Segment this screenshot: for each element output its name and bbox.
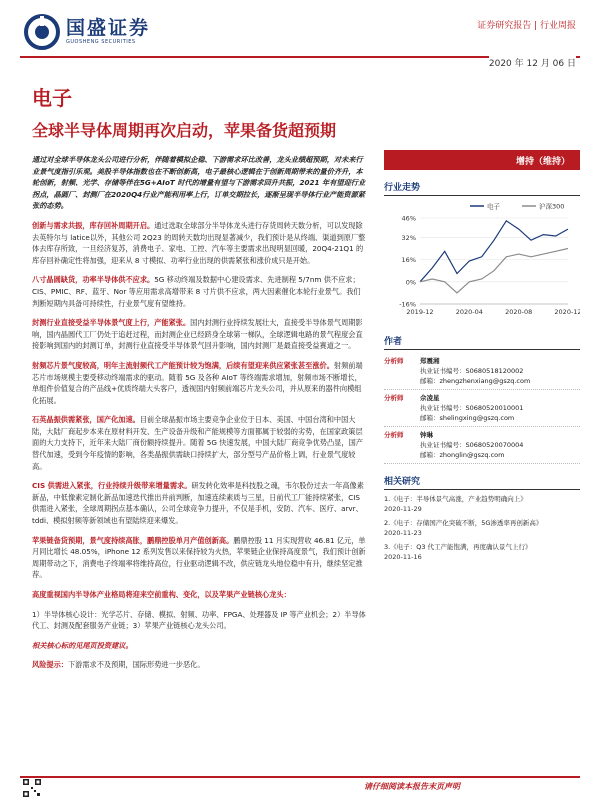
related-targets-note: 相关核心标的见尾页投资建议。 — [32, 640, 133, 650]
paragraph-head: 高度重视国内半导体产业格局将迎来空前重构、变化，以及苹果产业链核心龙头： — [32, 590, 291, 599]
paragraph-head: 封测行业直接受益半导体景气度上行，产能紧张。 — [32, 318, 191, 328]
paragraph-body: 研发转化效率是科技股之魂，韦尔股份过去一年高像素新品，中低像素定制化新品加速迭代推出并前判断，加速连续素质与三星，日前代工厂能持续紧张，CIS 供需进入紧张，全球周期拐点基本确认，公司全球竞争力提升，不仅是手机，安防、汽车、医疗、arvr、tddi、模拟射频等新领域也有望陆续迎来爆发。 — [32, 481, 364, 526]
logo-cn-text: 国盛证券 — [66, 17, 151, 39]
y-tick-label: 32% — [401, 233, 416, 242]
report-title: 全球半导体周期再次启动，苹果备货超预期 — [32, 121, 337, 140]
related-item[interactable] — [384, 518, 580, 538]
rating-badge: 增持（维持） — [384, 150, 580, 170]
analyst-email[interactable]: 邮箱：zhonglin@gszq.com — [420, 451, 505, 459]
logo-en-text: GUOSHENG SECURITIES — [66, 39, 136, 45]
risk-body: 下游需求不及预期，国际形势进一步恶化。 — [67, 660, 205, 670]
section-title: 作者 — [384, 337, 403, 347]
page-header — [20, 12, 580, 69]
y-tick-label: -16% — [399, 300, 416, 309]
analyst-cert: 执业证书编号：S0680520010001 — [420, 404, 524, 412]
report-type: 证券研究报告 | 行业周报 — [477, 21, 576, 31]
report-summary — [32, 154, 366, 679]
analyst-name: 佘凌星 — [420, 394, 440, 402]
lead-paragraph: 通过对全球半导体龙头公司进行分析，伴随着模拟企稳、下游需求环比改善，龙头业绩超预期，对未来行业景气度指引乐观。美股半导体指数也在不断创新高，电子最核心逻辑在于创新周期带来的量价齐升，本轮创新，射频、光学、存储等伴在5G+AIoT 时代的增量有望与下游需求回升共振，2021 年有望迎行业拐点，晶圆厂、封测厂在2020Q4行业产能利用率上行，订单交期拉长，逐渐呈现半导体行业产能资源紧张的态势。 — [32, 155, 366, 211]
paragraph-head: 八寸晶圆缺货，功率半导体供不应求。 — [32, 275, 155, 285]
legend-label: 沪深300 — [539, 202, 565, 211]
section-header-author — [384, 334, 580, 350]
report-date: 2020 年 12 月 06 日 — [489, 56, 576, 69]
related-item-date: 2020-11-16 — [384, 553, 422, 561]
y-tick-label: 16% — [401, 256, 416, 265]
footer-disclaimer: 请仔细阅读本报告末页声明 — [364, 782, 460, 791]
section-title: 行业走势 — [384, 183, 421, 193]
analyst-role: 分析师 — [384, 357, 404, 365]
x-tick-label: 2020-04 — [455, 308, 483, 316]
related-research-list — [384, 494, 580, 562]
guosheng-logo-icon — [24, 14, 60, 50]
brand-logo — [24, 14, 150, 50]
paragraph — [32, 274, 366, 309]
section-header-related — [384, 474, 580, 490]
analyst-cert: 执业证书编号：S0680518120002 — [420, 367, 524, 375]
y-tick-label: 46% — [401, 214, 416, 223]
paragraph-body: 国内封测行业持续发展壮大，直接受半导体景气周期影响，国内晶圆代工厂仍处于追赶过程，而封测企业已经跻身全球第一梯队，全球逻辑电路的景气程度会直接影响到国内的封测订单，封测行业直接受半导体景气回升影响，国内封测厂是最直接受益赛道之一。 — [32, 318, 363, 351]
paragraph-head: 创新与需求共振，库存回补周期开启。 — [32, 220, 155, 230]
paragraph — [32, 589, 366, 601]
series-line-electronics — [420, 221, 568, 282]
paragraph-head: 射频芯片景气度较高，明年主流射频代工产能预计较为饱满，后续有望迎来供应紧张甚至涨价。 — [32, 360, 334, 370]
paragraph-body: 5G 移动终端及数据中心建设需求、先进制程 5/7nm 供不应求；CIS、PMIC、RF、蓝牙、Nor 等应用需求高增带来 8 寸片供不应求，两大因素催化本轮行业景气。我们判断短期内具备可持续性，行业景气度有望维持。 — [32, 275, 361, 308]
analyst-entry — [384, 430, 580, 464]
x-tick-label: 2020-08 — [505, 308, 533, 316]
page-footer — [20, 776, 580, 790]
related-item[interactable] — [384, 494, 580, 514]
focus-list: 1）半导体核心设计：光学芯片、存储、模拟、射频、功率、FPGA、处理器及 IP 等产业机会；2）半导体代工、封测及配套服务产业链；3）苹果产业链核心龙头公司。 — [32, 609, 366, 631]
industry-label: 电子 — [32, 86, 72, 110]
paragraph — [32, 360, 366, 406]
risk-head: 风险提示： — [32, 660, 68, 670]
analyst-role: 分析师 — [384, 394, 404, 402]
section-header-trend — [384, 180, 580, 196]
paragraph — [32, 480, 366, 526]
paragraph-head: CIS 供需进入紧张，行业持续升级带来增量需求。 — [32, 481, 192, 491]
industry-trend-chart — [384, 196, 580, 324]
related-item-date: 2020-11-29 — [384, 505, 422, 513]
legend-label: 电子 — [487, 202, 500, 211]
related-item[interactable] — [384, 542, 580, 562]
related-item-title[interactable]: 2.《电子：存储国产化突破不断，5G渗透率再创新高》 — [384, 519, 543, 527]
paragraph-body: 目前全球晶振市场主要竞争企业位于日本、美国、中国台湾和中国大陆，大陆厂商起步本来在原材料开发、生产设备升级和产能规模等方面都属于较弱的劣势，在国家政策层面的大力支持下，近年来大陆厂商份额持续提升。随着 5G 快速发展，中国大陆厂商竞争优势凸显，国产替代加速，受到今年疫情的影响，各类晶振供需缺口持续扩大，部分型号产品价格上调，行业景气度较高。 — [32, 415, 363, 471]
paragraph-body: 鹏鼎控股 11 月实现营收 46.81 亿元，单月同比增长 48.05%，iPhone 12 系列发售以来保持较为火热，苹果链企业保持高度景气，我们预计创新周期带动之下，消费电子终端率将维持高位，行业驱动逻辑不改，供应链龙头地位稳中有升，继续坚定推荐。 — [32, 535, 366, 580]
paragraph — [32, 220, 366, 266]
paragraph-body: 通过选取全球部分半导体龙头进行存货周转天数分析，可以发现除去英特尔与 latice以外，其他公司 2Q23 的周转天数均出现显著减少，我们预计是从终端、渠道到原厂整体去库存所致，一旦经济复苏，消费电子、家电、工控、汽车等主要需求出现明显回暖，20Q4-21Q1 的库存回补确定性将加强，迎来从 8 寸模拟、功率行业出现的供需紧张和涨价成只是开始。 — [32, 220, 366, 265]
paragraph — [32, 317, 366, 352]
analyst-entry — [384, 356, 580, 390]
x-tick-label: 2019-12 — [406, 308, 434, 316]
related-item-date: 2020-11-23 — [384, 529, 422, 537]
analyst-entry — [384, 393, 580, 427]
paragraph — [32, 535, 366, 581]
analyst-role: 分析师 — [384, 431, 404, 439]
paragraph-head: 石英晶振供需紧张，国产化加速。 — [32, 415, 140, 425]
analyst-name: 钟琳 — [420, 431, 433, 439]
paragraph — [32, 414, 366, 472]
y-tick-label: 0% — [405, 278, 416, 287]
paragraph-head: 苹果链备货预期，景气度持续高胀，鹏鼎控股单月产值创新高。 — [32, 535, 234, 545]
paragraph-body: 射频前端芯片市场规模主要受移动终端需求的驱动。随着 5G 及各种 AIoT 等终端需求增加，射频市场不断增长，单组件价值复合的产品线+优质终端大头客户，透视国内射频前端芯片龙头公司，并从原来的器件向模组化拓展。 — [32, 360, 363, 405]
analyst-email[interactable]: 邮箱：zhengzhenxiang@gszq.com — [420, 377, 531, 385]
analyst-list — [384, 356, 580, 464]
analyst-email[interactable]: 邮箱：shelingxing@gszq.com — [420, 414, 515, 422]
related-item-title[interactable]: 3.《电子：Q3 代工产能饱满，再度确认景气上行》 — [384, 543, 532, 551]
section-title: 相关研究 — [384, 477, 421, 487]
analyst-name: 郑震湘 — [420, 357, 440, 365]
analyst-cert: 执业证书编号：S0680520070004 — [420, 441, 524, 449]
sidebar — [384, 150, 580, 566]
related-item-title[interactable]: 1.《电子：半导体景气高涨，产业趋势明确向上》 — [384, 495, 527, 503]
trend-chart-svg — [384, 196, 580, 324]
risk-warning — [32, 659, 366, 671]
x-tick-label: 2020-12 — [554, 308, 580, 316]
